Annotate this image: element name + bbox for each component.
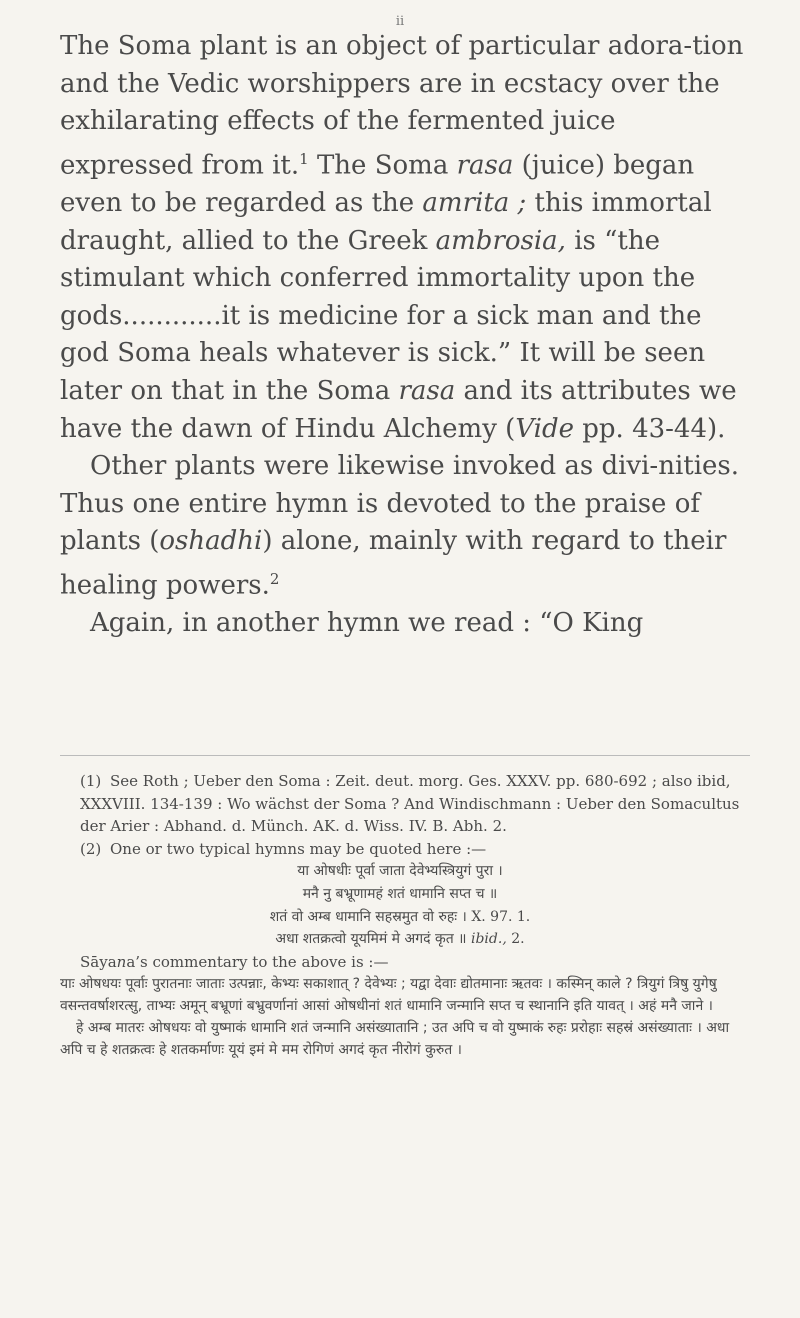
main-text: [60, 28, 750, 643]
commentary-text-2: हे अम्ब मातरः ओषधयः वो युष्माकं धामानि शतं जन्मानि असंख्यातानि ; उत अपि च वो युष्माकं रुहः प्ररोहाः सहस्रं असंख्याताः । अधा अपि च हे शतक्रत्वः हे शतकर्माणः यूयं इमं मे मम रोगिणं अगदं कृत नीरोगं कुरुत ।: [60, 1020, 730, 1059]
page-number: ii: [395, 14, 405, 29]
commentary-text-1: याः ओषधयः पूर्वाः पुरातनाः जाताः उत्पन्नाः, केभ्यः सकाशात् ? देवेभ्यः ; यद्वा देवाः द्योतमानाः ऋतवः । कस्मिन् काले ? त्रियुगं त्रिषु युगेषु वसन्तवर्षाशरत्सु, ताभ्यः अमून् बभ्रूणां बभ्रुवर्णानां आसां ओषधीनां शतं धामानि जन्मानि सप्त च स्थानानि इति यावत् । अहं मनै जाने ।: [60, 976, 717, 1015]
footnote-divider: [60, 755, 750, 756]
verse-reference: X. 97. 1.: [471, 908, 531, 925]
footnote-1: (1) See Roth ; Ueber den Soma : Zeit. deut. morg. Ges. XXXV. pp. 680-692 ; also ibid, XXXVIII. 134-139 : Wo wächst der Soma ? And Windischmann : Ueber den Somacultus der Arier : Abhand. d. Münch. AK. d. Wiss. IV. B. Abh. 2.: [80, 772, 740, 836]
paragraph-1: The Soma plant is an object of particular adora-tion and the Vedic worshippers are in ecstacy over the exhilarating effects of the fermented juice expressed from it.$^1$ The Soma rasa (juice) began even to be regarded as the amrita ; this immortal draught, allied to the Greek ambrosia, is “the stimulant which conferred immortality upon the gods............it is medicine for a sick man and the god Soma heals whatever is sick.” It will be seen later on that in the Soma rasa and its attributes we have the dawn of Hindu Alchemy (Vide pp. 43-44).: [60, 31, 744, 444]
sanskrit-verse: या ओषधीः पूर्वा जाता देवेभ्यस्त्रियुगं पुरा । मनै नु बभ्रूणामहं शतं धामानि सप्त च ॥ शतं वो अम्ब धामानि सहस्रमुत वो रुहः । X. 97. 1. अधा शतक्रत्वो यूयमिमं मे अगदं कृत ॥ ibid., 2.: [269, 863, 531, 948]
verse-reference-ibid: ibid.,: [470, 931, 507, 948]
commentary-intro: Sāyana’s commentary to the above is :—: [80, 952, 389, 971]
paragraph-3: Again, in another hymn we read : “O King: [90, 608, 644, 639]
footnotes: [60, 770, 740, 1061]
footnote-ref-2: 2: [269, 569, 280, 588]
paragraph-2: Other plants were likewise invoked as divi-nities. Thus one entire hymn is devoted to the praise of plants (oshadhi) alone, mainly with regard to their healing powers.$^2$: [60, 451, 740, 601]
footnote-2: (2) One or two typical hymns may be quoted here :—: [80, 839, 487, 858]
footnote-ref-1: 1: [299, 149, 309, 168]
